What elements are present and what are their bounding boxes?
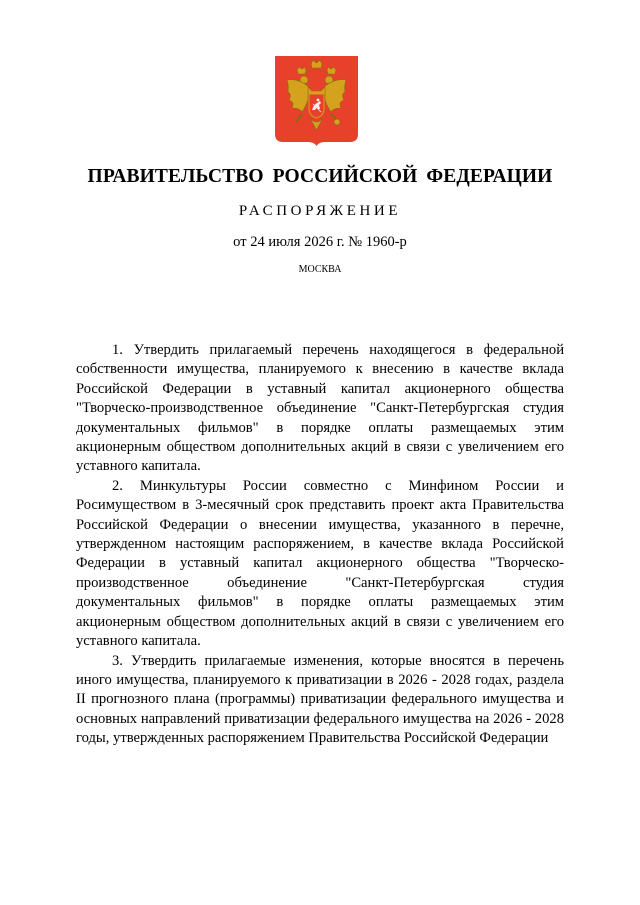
coat-of-arms-emblem <box>275 56 358 146</box>
russian-coat-of-arms-icon <box>275 56 358 146</box>
paragraph-2: 2. Минкультуры России совместно с Минфином России и Росимуществом в 3-месячный срок представить проект акта Правительства Российской Федерации о внесении имущества, указанного в перечне, утвержденном настоящим распоряжением, в качестве вклада Российской Федерации в уставный капитал акционерного общества "Творческо-производственное объединение "Санкт-Петербургская студия документальных фильмов" в порядке оплаты размещаемых этим акционерным обществом дополнительных акций в связи с увеличением его уставного капитала. <box>76 477 564 650</box>
document-date-number: от 24 июля 2026 г. № 1960-р <box>233 234 407 250</box>
document-type: РАСПОРЯЖЕНИЕ <box>238 203 402 219</box>
paragraph-3: 3. Утвердить прилагаемые изменения, которые вносятся в перечень иного имущества, планируемого к приватизации в 2026 - 2028 годах, раздела II прогнозного плана (программы) приватизации федерального имущества и основных направлений приватизации федерального имущества на 2026 - 2028 годы, утвержденных распоряжением Правительства Российской Федерации <box>76 652 564 747</box>
document-body <box>76 341 564 749</box>
government-title: ПРАВИТЕЛЬСТВО РОССИЙСКОЙ ФЕДЕРАЦИИ <box>87 166 553 187</box>
paragraph-1: 1. Утвердить прилагаемый перечень находящегося в федеральной собственности имущества, планируемого к внесению в качестве вклада Российской Федерации в уставный капитал акционерного общества "Творческо-производственное объединение "Санкт-Петербургская студия документальных фильмов" в порядке оплаты размещаемых этим акционерным обществом дополнительных акций в связи с увеличением его уставного капитала. <box>76 342 564 475</box>
document-city: МОСКВА <box>298 264 342 275</box>
